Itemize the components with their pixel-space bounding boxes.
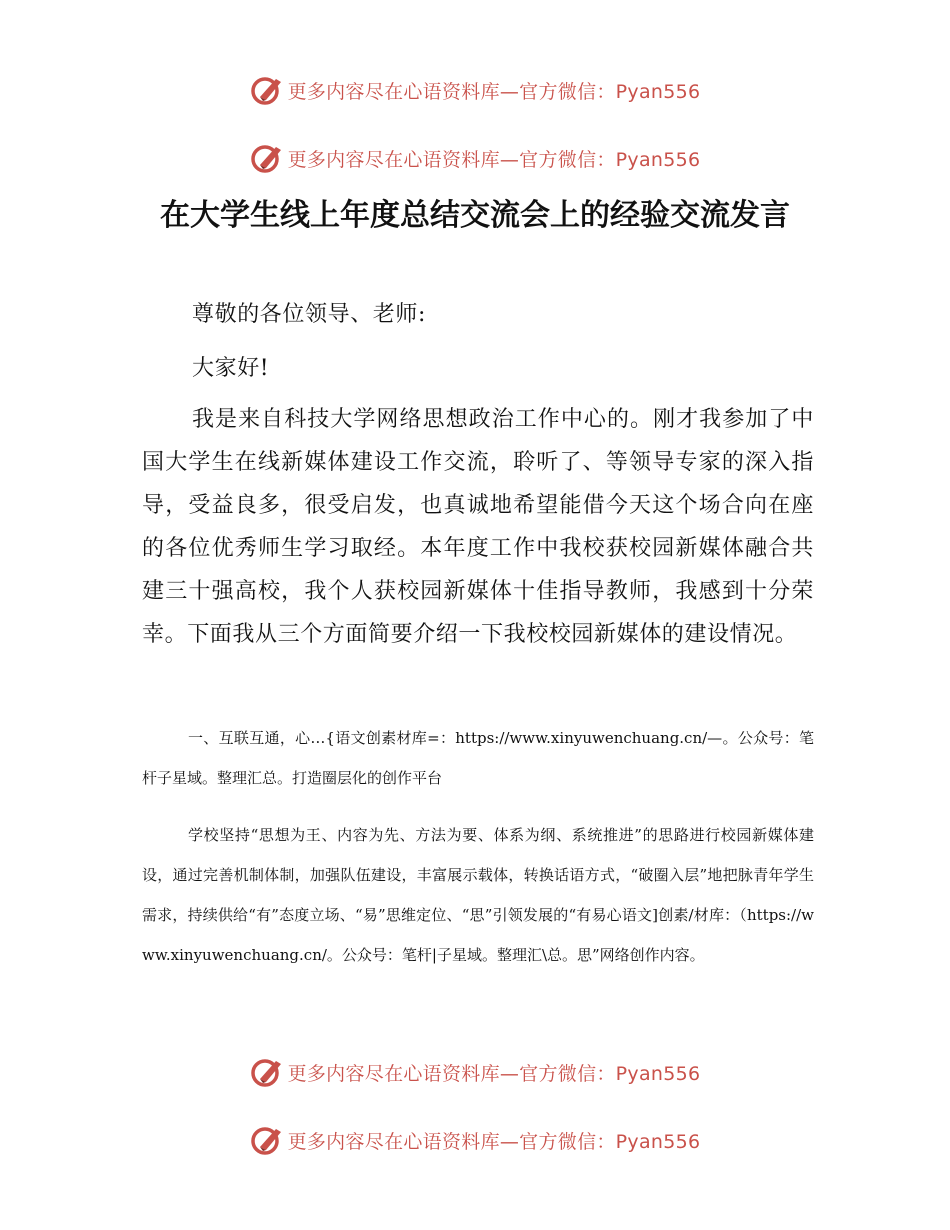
watermark-banner-top-2	[0, 138, 950, 178]
pen-nib-logo-icon	[250, 1055, 284, 1089]
document-title: 在大学生线上年度总结交流会上的经验交流发言	[160, 198, 790, 233]
section-1-heading: 一、互联互通，心…{语文创素材库=：https://www.xinyuwenchuang.cn/—。公众号：笔杆子星域。整理汇总。打造圈层化的创作平台	[142, 729, 814, 787]
watermark-text: 更多内容尽在心语资料库—官方微信：Pyan556	[287, 148, 701, 171]
greeting: 大家好!	[192, 356, 270, 381]
pen-nib-logo-icon	[250, 73, 284, 107]
watermark-banner-bottom-1	[0, 1052, 950, 1092]
intro-paragraph: 我是来自科技大学网络思想政治工作中心的。刚才我参加了中国大学生在线新媒体建设工作交流，聆听了、等领导专家的深入指导，受益良多，很受启发，也真诚地希望能借今天这个场合向在座的各位优秀师生学习取经。本年度工作中我校获校园新媒体融合共建三十强高校，我个人获校园新媒体十佳指导教师，我感到十分荣幸。下面我从三个方面简要介绍一下我校校园新媒体的建设情况。	[142, 407, 814, 647]
watermark-banner-bottom-2	[0, 1120, 950, 1160]
pen-nib-logo-icon	[250, 141, 284, 175]
watermark-text: 更多内容尽在心语资料库—官方微信：Pyan556	[287, 1130, 701, 1153]
pen-nib-logo-icon	[250, 1123, 284, 1157]
section-1-body: 学校坚持“思想为王、内容为先、方法为要、体系为纲、系统推进”的思路进行校园新媒体建设，通过完善机制体制，加强队伍建设，丰富展示载体，转换话语方式，“破圈入层”地把脉青年学生需求，持续供给“有”态度立场、“易”思维定位、“思”引领发展的“有易心语文]创素/材库：（https://www.xinyuwenchuang.cn/。公众号：笔杆|子星域。整理汇\总。思”网络创作内容。	[142, 826, 814, 964]
watermark-banner-top-1	[0, 70, 950, 110]
watermark-text: 更多内容尽在心语资料库—官方微信：Pyan556	[287, 80, 701, 103]
watermark-text: 更多内容尽在心语资料库—官方微信：Pyan556	[287, 1062, 701, 1085]
salutation: 尊敬的各位领导、老师:	[192, 302, 427, 327]
